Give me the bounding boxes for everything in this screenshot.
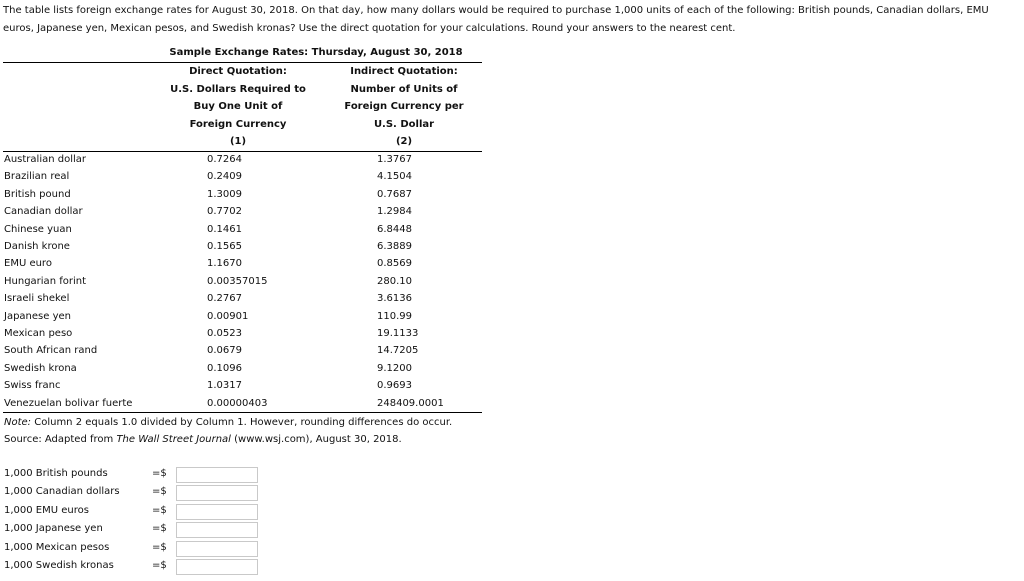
source-prefix: Source: Adapted from [4, 434, 117, 445]
note-text: Column 2 equals 1.0 divided by Column 1. However, rounding differences do occur. [31, 417, 453, 428]
table-row [3, 186, 483, 203]
indirect-quote: 248409.0001 [377, 397, 444, 409]
table-row [3, 360, 483, 377]
answer-row-emu-euros [4, 503, 264, 521]
indirect-quote: 0.8569 [377, 258, 412, 270]
indirect-quote: 4.1504 [377, 171, 412, 183]
table-row [3, 255, 483, 272]
table-bottom-divider [3, 412, 482, 413]
col1-header-line: Buy One Unit of [193, 101, 283, 112]
currency-name: Chinese yuan [4, 223, 72, 235]
indirect-quote: 6.8448 [377, 223, 412, 235]
direct-quote: 0.0679 [207, 345, 242, 357]
indirect-quote: 19.1133 [377, 328, 419, 339]
emu-euros-answer-input[interactable] [176, 504, 258, 520]
table-row [3, 395, 483, 412]
indirect-quote: 280.10 [377, 275, 412, 287]
col1-header-line: Direct Quotation: [189, 66, 287, 77]
currency-name: British pound [4, 188, 71, 200]
mexican-pesos-answer-input[interactable] [176, 541, 258, 557]
answer-label: 1,000 Mexican pesos [4, 541, 110, 553]
answer-label: 1,000 British pounds [4, 468, 108, 479]
direct-quote: 1.0317 [207, 380, 242, 392]
currency-name: EMU euro [4, 258, 52, 270]
col2-header-line: Number of Units of [350, 83, 458, 95]
equals-dollar-sign: =$ [152, 560, 167, 571]
currency-name: Swedish krona [4, 362, 77, 374]
direct-quote: 0.1096 [207, 362, 242, 374]
answer-row-british-pounds [4, 466, 264, 484]
indirect-quote: 0.7687 [377, 188, 412, 200]
indirect-quote: 1.2984 [377, 206, 412, 218]
indirect-quote: 14.7205 [377, 345, 419, 357]
col1-header [156, 63, 320, 151]
currency-name: Canadian dollar [4, 206, 83, 218]
col2-header [322, 63, 486, 151]
british-pounds-answer-input[interactable] [176, 467, 258, 483]
answer-row-canadian-dollars [4, 484, 264, 502]
indirect-quote: 3.6136 [377, 293, 412, 305]
direct-quote: 0.0523 [207, 328, 242, 339]
answer-row-swedish-kronas [4, 558, 264, 576]
equals-dollar-sign: =$ [152, 486, 167, 498]
table-row [3, 203, 483, 220]
answer-label: 1,000 Canadian dollars [4, 486, 120, 498]
currency-name: Brazilian real [4, 171, 70, 183]
indirect-quote: 1.3767 [377, 154, 412, 165]
currency-name: Hungarian forint [4, 275, 86, 287]
answer-label: 1,000 Japanese yen [4, 523, 103, 535]
direct-quote: 0.00357015 [207, 275, 268, 287]
direct-quote: 0.2767 [207, 293, 242, 305]
table-row [3, 168, 483, 185]
indirect-quote: 6.3889 [377, 241, 412, 252]
answer-row-mexican-pesos [4, 540, 264, 558]
table-title: Sample Exchange Rates: Thursday, August 30, 2018 [169, 47, 463, 58]
indirect-quote: 0.9693 [377, 380, 412, 392]
direct-quote: 1.1670 [207, 258, 242, 270]
swedish-kronas-answer-input[interactable] [176, 559, 258, 575]
canadian-dollars-answer-input[interactable] [176, 485, 258, 501]
table-row [3, 308, 483, 325]
table-row [3, 377, 483, 394]
col2-header-line: Foreign Currency per [344, 101, 464, 112]
table-source [4, 431, 402, 448]
currency-name: Australian dollar [4, 154, 87, 165]
equals-dollar-sign: =$ [152, 523, 167, 535]
direct-quote: 0.7702 [207, 206, 242, 218]
note-label: Note: [4, 417, 32, 428]
col2-header-line: U.S. Dollar [373, 118, 435, 130]
table-row [3, 238, 483, 255]
direct-quote: 0.00000403 [207, 397, 268, 409]
indirect-quote: 110.99 [377, 310, 412, 322]
source-suffix: (www.wsj.com), August 30, 2018. [230, 434, 402, 445]
japanese-yen-answer-input[interactable] [176, 522, 258, 538]
currency-name: Danish krone [4, 241, 70, 252]
col1-header-line: Foreign Currency [189, 118, 287, 130]
table-row [3, 151, 483, 168]
direct-quote: 0.7264 [207, 154, 242, 165]
direct-quote: 0.1565 [207, 241, 242, 252]
currency-name: Venezuelan bolivar fuerte [4, 397, 133, 409]
col2-header-number: (2) [395, 136, 413, 147]
answer-row-japanese-yen [4, 521, 264, 539]
table-row [3, 290, 483, 307]
table-row [3, 342, 483, 359]
col1-header-number: (1) [229, 136, 247, 147]
table-row [3, 273, 483, 290]
table-note [4, 414, 452, 431]
direct-quote: 0.2409 [207, 171, 242, 183]
source-publication: The Wall Street Journal [116, 434, 231, 445]
currency-name: Swiss franc [4, 380, 61, 392]
direct-quote: 1.3009 [207, 188, 242, 200]
answer-label: 1,000 EMU euros [4, 504, 89, 516]
answer-label: 1,000 Swedish kronas [4, 560, 114, 571]
currency-name: South African rand [4, 345, 98, 357]
currency-name: Israeli shekel [4, 293, 70, 305]
currency-name: Mexican peso [4, 328, 73, 339]
indirect-quote: 9.1200 [377, 362, 412, 374]
col2-header-line: Indirect Quotation: [350, 66, 458, 77]
table-row [3, 221, 483, 238]
table-row [3, 325, 483, 342]
col1-header-line: U.S. Dollars Required to [170, 83, 306, 95]
direct-quote: 0.1461 [207, 223, 242, 235]
direct-quote: 0.00901 [207, 310, 249, 322]
equals-dollar-sign: =$ [152, 468, 167, 479]
equals-dollar-sign: =$ [152, 504, 167, 516]
currency-name: Japanese yen [4, 310, 71, 322]
equals-dollar-sign: =$ [152, 541, 167, 553]
question-text: The table lists foreign exchange rates for August 30, 2018. On that day, how many dollars would be required to purchase 1,000 units of each of the following: British pounds, Canadian dollars, EMU euros, Japanese yen, Mexican pesos, and Swedish kronas? Use the direct quotation for your calculations. Round your answers to the nearest cent. [3, 5, 989, 34]
